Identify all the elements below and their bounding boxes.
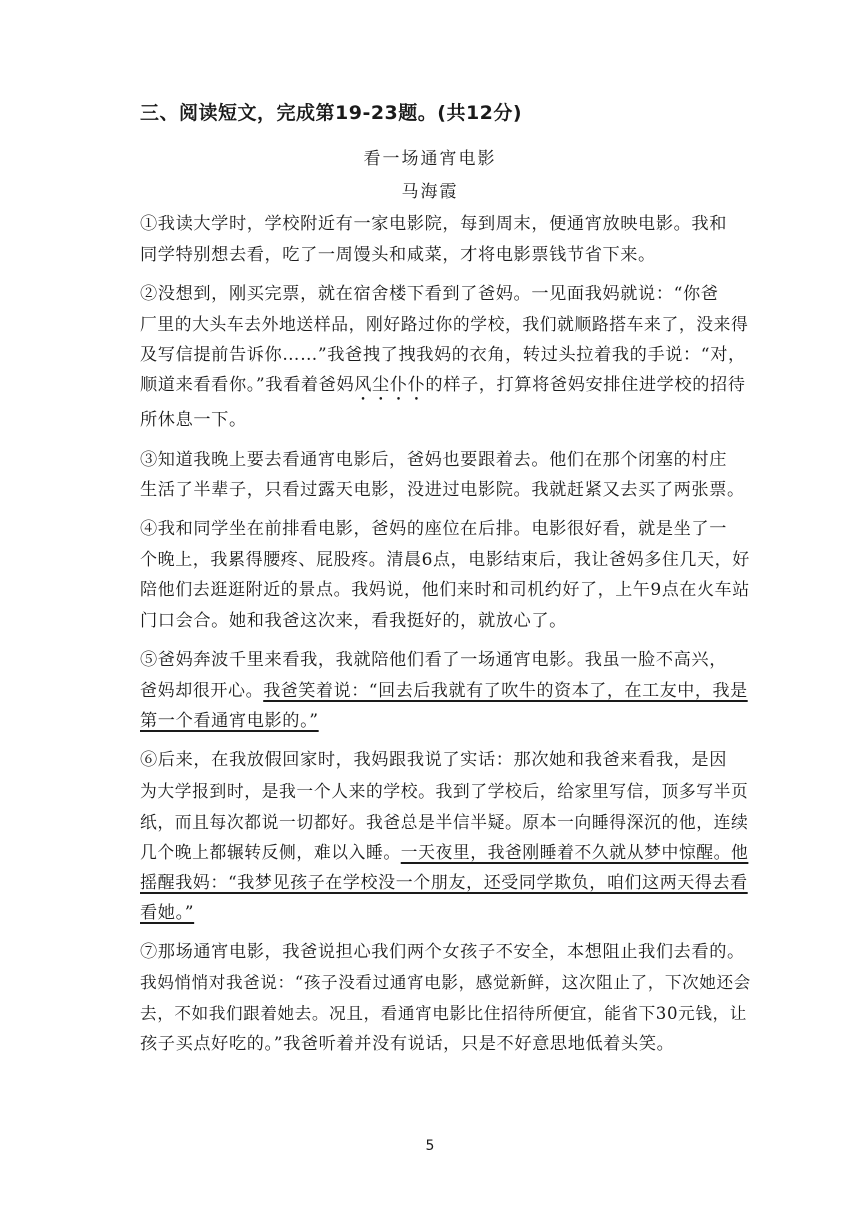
paragraph-7 (140, 937, 750, 1059)
text-line: 为大学报到时，是我一个人来的学校。我到了学校后，给家里写信，顶多写半页 (140, 781, 749, 801)
text-line (140, 370, 750, 405)
paragraph-4 (140, 514, 750, 636)
text-line (140, 868, 750, 899)
text-line: 所休息一下。 (140, 410, 247, 431)
section-heading: 三、阅读短文，完成第19-23题。(共12分) (140, 102, 523, 124)
text-line (140, 837, 750, 868)
paragraph-6 (140, 745, 750, 929)
underlined-sentence: 我爸笑着说：“回去后我就有了吹牛的资本了，在工友中，我是 (263, 680, 748, 701)
article-body (140, 209, 750, 1068)
text-line: 厂里的大头车去外地送样品，刚好路过你的学校，我们就顺路搭车来了，没来得 (140, 314, 749, 335)
underlined-sentence: 摇醒我妈：“我梦见孩子在学校没一个朋友，还受同学欺负，咱们这两天得去看 (140, 872, 748, 893)
text-segment: 的样子，打算将爸妈安排住进学校的招待 (425, 375, 746, 396)
paragraph-3 (140, 445, 750, 506)
underlined-sentence: 第一个看通宵电影的。” (140, 711, 319, 732)
text-line: 生活了半辈子，只看过露天电影，没进过电影院。我就赶紧又去买了两张票。 (140, 480, 745, 501)
text-line: 门口会合。她和我爸这次来，看我挺好的，就放心了。 (140, 611, 567, 632)
page-number: 5 (425, 1138, 435, 1154)
text-line (140, 898, 750, 929)
article-author: 马海霞 (401, 182, 459, 202)
text-line: 陪他们去逛逛附近的景点。我妈说，他们来时和司机约好了，上午9点在火车站 (140, 580, 750, 601)
text-line: ①我读大学时，学校附近有一家电影院，每到周末，便通宵放映电影。我和 (140, 214, 727, 234)
text-segment: 几个晚上都辗转反侧，难以入睡。 (140, 842, 401, 863)
text-line: 纸，而且每次都说一切都好。我爸总是半信半疑。原本一向睡得深沉的他，连续 (140, 811, 749, 832)
underlined-sentence: 看她。” (140, 903, 195, 924)
text-segment: 顺道来看看你。”我看着爸妈 (140, 375, 355, 396)
text-line: 我妈悄悄对我爸说：“孩子没看过通宵电影，感觉新鲜，这次阻止了，下次她还会 (140, 973, 751, 993)
text-line: 及写信提前告诉你……”我爸拽了拽我妈的衣角，转过头拉着我的手说：“对， (140, 344, 746, 365)
text-line (140, 706, 750, 737)
text-line: ⑦那场通宵电影，我爸说担心我们两个女孩子不安全，本想阻止我们去看的。 (140, 942, 745, 963)
paragraph-5 (140, 645, 750, 737)
text-line: ②没想到，刚买完票，就在宿舍楼下看到了爸妈。一见面我妈就说：“你爸 (140, 283, 719, 304)
text-line (140, 676, 750, 707)
underlined-sentence: 一天夜里，我爸刚睡着不久就从梦中惊醒。他 (400, 842, 749, 863)
text-line: ⑥后来，在我放假回家时，我妈跟我说了实话：那次她和我爸来看我，是因 (140, 750, 727, 771)
text-line: 同学特别想去看，吃了一周馒头和咸菜，才将电影票钱节省下来。 (140, 244, 656, 265)
emphasized-phrase: 风尘仆仆 (354, 375, 426, 396)
text-line: 孩子买点好吃的。”我爸听着并没有说话，只是不好意思地低着头笑。 (140, 1034, 675, 1055)
text-line: ④我和同学坐在前排看电影，爸妈的座位在后排。电影很好看，就是坐了一 (140, 519, 727, 540)
paragraph-1 (140, 209, 750, 270)
text-line: ⑤爸妈奔波千里来看我，我就陪他们看了一场通宵电影。我虽一脸不高兴， (140, 650, 727, 671)
text-line: 去，不如我们跟着她去。况且，看通宵电影比住招待所便宜，能省下30元钱，让 (140, 1003, 747, 1023)
article-title: 看一场通宵电影 (363, 149, 497, 169)
text-line: 个晚上，我累得腰疼、屁股疼。清晨6点，电影结束后，我让爸妈多住几天，好 (140, 549, 750, 570)
text-segment: 爸妈却很开心。 (140, 680, 264, 701)
paragraph-2 (140, 279, 750, 436)
text-line: ③知道我晚上要去看通宵电影后，爸妈也要跟着去。他们在那个闭塞的村庄 (140, 449, 727, 470)
